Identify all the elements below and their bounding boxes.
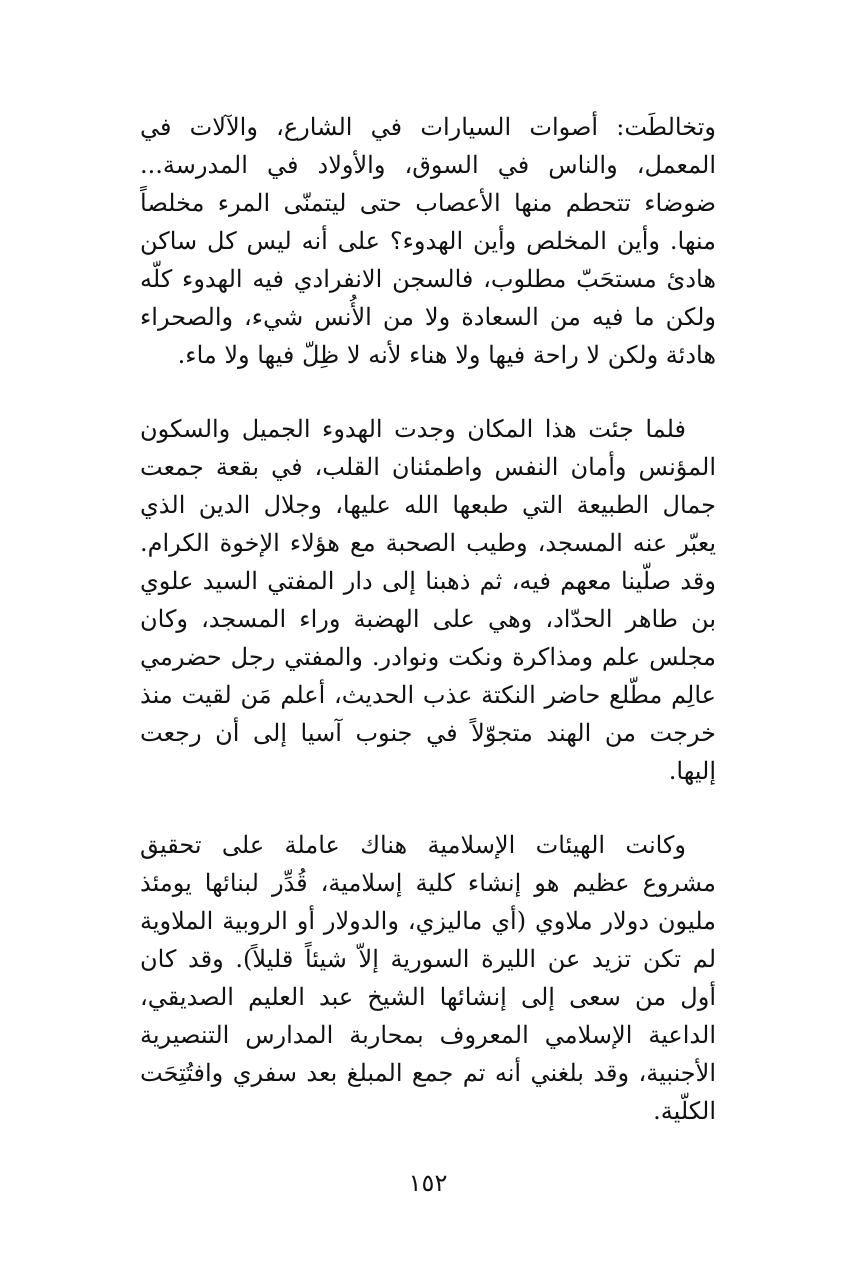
paragraph-3: وكانت الهيئات الإسلامية هناك عاملة على تحقيق مشروع عظيم هو إنشاء كلية إسلامية، قُدِّر لبنائها يومئذ مليون دولار ملاوي (أي ماليزي، والدولار أو الروبية الملاوية لم تكن تزيد عن الليرة السورية إلاّ شيئاً قليلاً). وقد كان أول من سعى إلى إنشائها الشيخ عبد العليم الصديقي، الداعية الإسلامي المعروف بمحاربة المدارس التنصيرية الأجنبية، وقد بلغني أنه تم جمع المبلغ بعد سفري وافتُتِحَت الكلّية. (140, 831, 716, 1125)
paragraph-1: وتخالطَت: أصوات السيارات في الشارع، والآلات في المعمل، والناس في السوق، والأولاد في المدرسة... ضوضاء تتحطم منها الأعصاب حتى ليتمنّى المرء مخلصاً منها. وأين المخلص وأين الهدوء؟ على أنه ليس كل ساكن هادئ مستحَبّ مطلوب، فالسجن الانفرادي فيه الهدوء كلّه ولكن ما فيه من السعادة ولا من الأُنس شيء، والصحراء هادئة ولكن لا راحة فيها ولا هناء لأنه لا ظِلّ فيها ولا ماء. (140, 113, 716, 369)
page-number: ١٥٢ (408, 1169, 448, 1197)
paragraph-2: فلما جئت هذا المكان وجدت الهدوء الجميل والسكون المؤنس وأمان النفس واطمئنان القلب، في بقعة جمعت جمال الطبيعة التي طبعها الله عليها، وجلال الدين الذي يعبّر عنه المسجد، وطيب الصحبة مع هؤلاء الإخوة الكرام. وقد صلّينا معهم فيه، ثم ذهبنا إلى دار المفتي السيد علوي بن طاهر الحدّاد، وهي على الهضبة وراء المسجد، وكان مجلس علم ومذاكرة ونكت ونوادر. والمفتي رجل حضرمي عالِم مطّلع حاضر النكتة عذب الحديث، أعلم مَن لقيت منذ خرجت من الهند متجوّلاً في جنوب آسيا إلى أن رجعت إليها. (140, 415, 716, 785)
